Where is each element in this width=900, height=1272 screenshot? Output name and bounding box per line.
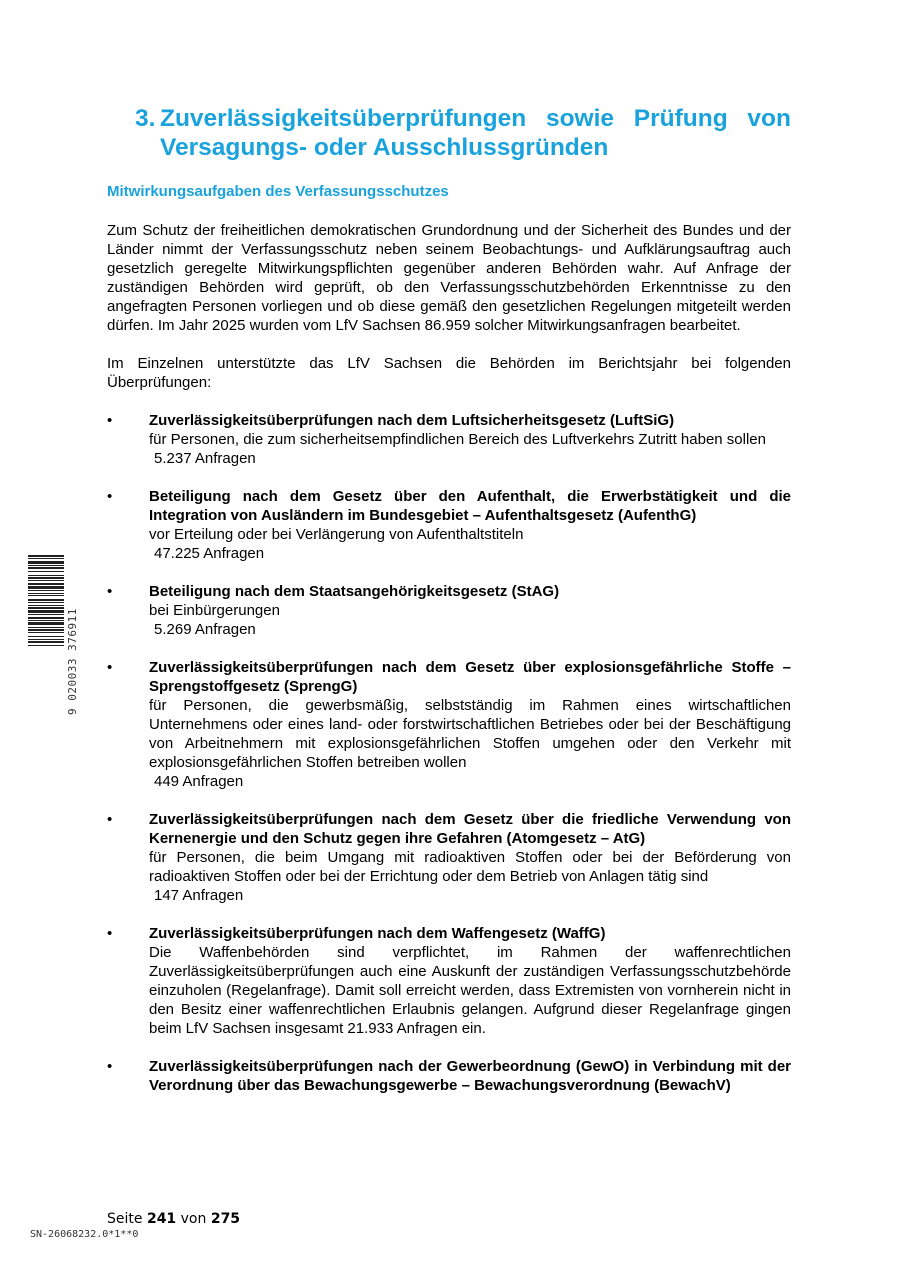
check-item-title: Zuverlässigkeitsüberprüfungen nach dem Waffengesetz (WaffG)	[149, 925, 606, 942]
check-item	[107, 411, 791, 468]
list-bullet: •	[107, 583, 113, 600]
section-heading	[135, 104, 791, 162]
page-content	[107, 104, 791, 1114]
list-bullet: •	[107, 811, 113, 828]
page-current: 241	[146, 1211, 177, 1227]
intro-paragraph-2: Im Einzelnen unterstützte das LfV Sachsen die Behörden im Berichtsjahr bei folgenden Überprüfungen:	[107, 355, 791, 391]
page-number	[107, 1211, 240, 1227]
check-item-count: 449 Anfragen	[154, 773, 244, 790]
section-title: Zuverlässigkeitsüberprüfungen sowie Prüfung von Versagungs- oder Ausschlussgründen	[160, 105, 791, 161]
list-bullet: •	[107, 1058, 113, 1075]
check-item-description: Die Waffenbehörden sind verpflichtet, im Rahmen der waffenrechtlichen Zuverlässigkeitsüberprüfungen auch eine Auskunft der zuständigen Verfassungsschutzbehörde einzuholen (Regelanfrage). Damit soll erreicht werden, dass Extremisten von vornherein nicht in den Besitz einer waffenrechtlichen Erlaubnis gelangen. Aufgrund dieser Regelanfrage gingen beim LfV Sachsen insgesamt 21.933 Anfragen ein.	[149, 944, 791, 1037]
subheading: Mitwirkungsaufgaben des Verfassungsschutzes	[107, 183, 449, 200]
section-number: 3.	[135, 105, 156, 132]
check-item	[107, 810, 791, 905]
check-item	[107, 582, 791, 639]
barcode-number: 9 020033 376911	[66, 608, 79, 715]
list-bullet: •	[107, 412, 113, 429]
list-bullet: •	[107, 488, 113, 505]
check-item-title: Zuverlässigkeitsüberprüfungen nach dem Gesetz über die friedliche Verwendung von Kernenergie und den Schutz gegen ihre Gefahren (Atomgesetz – AtG)	[149, 811, 791, 847]
check-item-description: vor Erteilung oder bei Verlängerung von Aufenthaltstiteln	[149, 526, 524, 543]
check-item-count: 147 Anfragen	[154, 887, 244, 904]
check-item	[107, 487, 791, 563]
check-item-count: 5.269 Anfragen	[154, 621, 256, 638]
check-item-title: Zuverlässigkeitsüberprüfungen nach dem Gesetz über explosionsgefährliche Stoffe – Sprengstoffgesetz (SprengG)	[149, 659, 791, 695]
check-item-description: für Personen, die gewerbsmäßig, selbstständig im Rahmen eines wirtschaftlichen Unternehmens oder eines land- oder forstwirtschaftlichen Betriebes oder bei der Beschäftigung von Arbeitnehmern mit explosionsgefährlichen Stoffen umgehen oder den Verkehr mit explosionsgefährlichen Stoffen betreiben wollen	[149, 697, 791, 771]
check-item-count: 47.225 Anfragen	[154, 545, 265, 562]
check-item-description: für Personen, die zum sicherheitsempfindlichen Bereich des Luftverkehrs Zutritt haben sollen	[149, 431, 766, 448]
check-item-title: Zuverlässigkeitsüberprüfungen nach der Gewerbeordnung (GewO) in Verbindung mit der Verordnung über das Bewachungsgewerbe – Bewachungsverordnung (BewachV)	[149, 1058, 791, 1094]
page-prefix: Seite	[107, 1211, 143, 1227]
check-item-title: Zuverlässigkeitsüberprüfungen nach dem Luftsicherheitsgesetz (LuftSiG)	[149, 412, 675, 429]
intro-paragraph: Zum Schutz der freiheitlichen demokratischen Grundordnung und der Sicherheit des Bundes und der Länder nimmt der Verfassungsschutz neben seinem Beobachtungs- und Aufklärungsauftrag auch gesetzlich geregelte Mitwirkungspflichten gegenüber anderen Behörden wahr. Auf Anfrage der zuständigen Behörden wird geprüft, ob den Verfassungsschutzbehörden Erkenntnisse zu den angefragten Personen vorliegen und ob diese gemäß den gesetzlichen Regelungen mitgeteilt werden dürfen. Im Jahr 2025 wurden vom LfV Sachsen 86.959 solcher Mitwirkungsanfragen bearbeitet.	[107, 222, 791, 334]
check-item	[107, 924, 791, 1038]
check-item	[107, 658, 791, 791]
document-code: SN-26068232.0*1**0	[30, 1229, 139, 1240]
list-bullet: •	[107, 925, 113, 942]
page-total: 275	[210, 1211, 241, 1227]
page-sep: von	[180, 1211, 207, 1227]
check-item-description: für Personen, die beim Umgang mit radioaktiven Stoffen oder bei der Beförderung von radioaktiven Stoffen oder bei der Errichtung oder dem Betrieb von Anlagen tätig sind	[149, 849, 791, 885]
list-bullet: •	[107, 659, 113, 676]
check-item-count: 5.237 Anfragen	[154, 450, 256, 467]
check-item-title: Beteiligung nach dem Staatsangehörigkeitsgesetz (StAG)	[149, 583, 560, 600]
check-list	[107, 411, 791, 1095]
check-item-title: Beteiligung nach dem Gesetz über den Aufenthalt, die Erwerbstätigkeit und die Integration von Ausländern im Bundesgebiet – Aufenthaltsgesetz (AufenthG)	[149, 488, 791, 524]
check-item-description: bei Einbürgerungen	[149, 602, 280, 619]
check-item	[107, 1057, 791, 1095]
